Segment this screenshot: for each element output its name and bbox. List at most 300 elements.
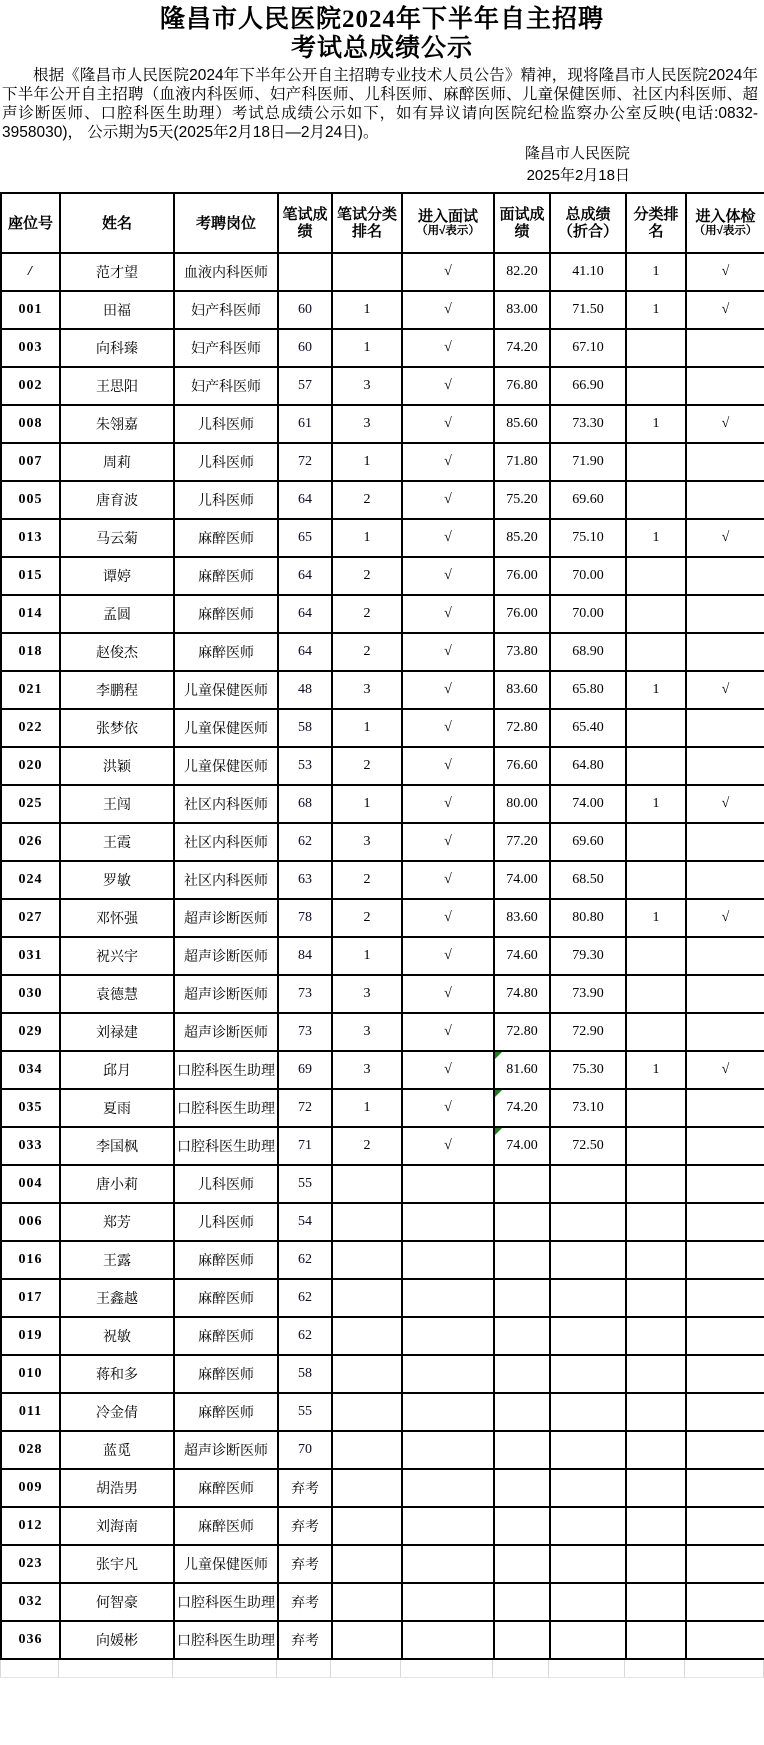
position-cell: 麻醉医师 — [174, 1507, 278, 1545]
name-cell: 祝兴宇 — [60, 937, 174, 975]
physical-check-cell — [686, 481, 764, 519]
written-cell: 55 — [278, 1393, 332, 1431]
interview-cell — [494, 1355, 550, 1393]
position-cell: 口腔科医生助理 — [174, 1127, 278, 1165]
seat-cell: 007 — [1, 443, 60, 481]
interview-cell — [494, 1317, 550, 1355]
interview-cell — [494, 1621, 550, 1659]
table-row — [1, 1051, 764, 1089]
name-cell: 马云菊 — [60, 519, 174, 557]
physical-check-cell — [686, 443, 764, 481]
written-cell: 61 — [278, 405, 332, 443]
physical-check-cell — [686, 1241, 764, 1279]
name-cell: 周莉 — [60, 443, 174, 481]
column-header-label: 笔试分类排名 — [336, 206, 397, 240]
written-rank-cell — [332, 1583, 402, 1621]
written-cell: 54 — [278, 1203, 332, 1241]
interview-check-cell: √ — [402, 937, 494, 975]
position-cell: 麻醉医师 — [174, 1393, 278, 1431]
interview-cell: 75.20 — [494, 481, 550, 519]
position-cell: 超声诊断医师 — [174, 899, 278, 937]
total-cell — [550, 1431, 626, 1469]
seat-cell: 034 — [1, 1051, 60, 1089]
name-cell: 刘海南 — [60, 1507, 174, 1545]
name-cell: 洪颖 — [60, 747, 174, 785]
seat-cell: 025 — [1, 785, 60, 823]
interview-cell — [494, 1165, 550, 1203]
intro-paragraph: 根据《隆昌市人民医院2024年下半年公开自主招聘专业技术人员公告》精神，现将隆昌市人民医院2024年下半年公开自主招聘（血液内科医师、妇产科医师、儿科医师、麻醉医师、儿童保健医师、社区内科医师、超声诊断医师、口腔科医生助理）考试总成绩公示如下，如有异议请向医院纪检监察办公室反映(电话:0832-3958030)， 公示期为5天(2025年2月18日—2月24日)。 — [2, 67, 758, 141]
table-header-row — [1, 193, 764, 253]
written-cell: 84 — [278, 937, 332, 975]
total-cell: 67.10 — [550, 329, 626, 367]
table-row — [1, 557, 764, 595]
interview-check-cell — [402, 1355, 494, 1393]
written-rank-cell — [332, 1355, 402, 1393]
column-header-label: 座位号 — [7, 214, 53, 232]
column-header-interview — [494, 193, 550, 253]
physical-check-cell — [686, 1355, 764, 1393]
interview-cell: 85.20 — [494, 519, 550, 557]
written-rank-cell — [332, 1241, 402, 1279]
total-cell: 71.90 — [550, 443, 626, 481]
interview-cell: 74.20 — [494, 329, 550, 367]
score-table — [0, 192, 764, 1660]
position-cell: 口腔科医生助理 — [174, 1621, 278, 1659]
name-cell: 袁德慧 — [60, 975, 174, 1013]
written-rank-cell — [332, 1165, 402, 1203]
interview-cell — [494, 1279, 550, 1317]
total-cell: 75.10 — [550, 519, 626, 557]
physical-check-cell — [686, 1089, 764, 1127]
written-cell: 71 — [278, 1127, 332, 1165]
name-cell: 向媛彬 — [60, 1621, 174, 1659]
total-cell — [550, 1507, 626, 1545]
seat-cell: 023 — [1, 1545, 60, 1583]
interview-cell: 71.80 — [494, 443, 550, 481]
physical-check-cell — [686, 329, 764, 367]
interview-cell — [494, 1469, 550, 1507]
physical-check-cell — [686, 975, 764, 1013]
written-cell: 64 — [278, 633, 332, 671]
interview-check-cell: √ — [402, 975, 494, 1013]
physical-check-cell: √ — [686, 671, 764, 709]
interview-check-cell — [402, 1583, 494, 1621]
column-header-position — [174, 193, 278, 253]
interview-check-cell: √ — [402, 253, 494, 291]
interview-check-cell — [402, 1507, 494, 1545]
total-cell: 73.10 — [550, 1089, 626, 1127]
written-cell: 58 — [278, 709, 332, 747]
total-cell: 64.80 — [550, 747, 626, 785]
name-cell: 罗敏 — [60, 861, 174, 899]
table-row — [1, 1431, 764, 1469]
physical-check-cell — [686, 1393, 764, 1431]
gridline-cell — [685, 1660, 764, 1677]
interview-check-cell — [402, 1203, 494, 1241]
table-row — [1, 1545, 764, 1583]
interview-cell — [494, 1431, 550, 1469]
name-cell: 王露 — [60, 1241, 174, 1279]
interview-cell: 76.60 — [494, 747, 550, 785]
physical-check-cell: √ — [686, 785, 764, 823]
interview-check-cell: √ — [402, 291, 494, 329]
rank-cell: 1 — [626, 785, 686, 823]
seat-cell: 036 — [1, 1621, 60, 1659]
seat-cell: 018 — [1, 633, 60, 671]
position-cell: 社区内科医师 — [174, 785, 278, 823]
seat-cell: 005 — [1, 481, 60, 519]
position-cell: 超声诊断医师 — [174, 1013, 278, 1051]
written-cell: 64 — [278, 557, 332, 595]
interview-check-cell: √ — [402, 671, 494, 709]
interview-check-cell: √ — [402, 443, 494, 481]
written-rank-cell: 1 — [332, 291, 402, 329]
written-rank-cell — [332, 1279, 402, 1317]
seat-cell: 015 — [1, 557, 60, 595]
table-row — [1, 1279, 764, 1317]
column-header-subnote: （用√表示） — [416, 225, 480, 237]
rank-cell — [626, 633, 686, 671]
written-rank-cell: 2 — [332, 481, 402, 519]
written-cell: 弃考 — [278, 1545, 332, 1583]
position-cell: 妇产科医师 — [174, 367, 278, 405]
table-row — [1, 633, 764, 671]
seat-cell: 013 — [1, 519, 60, 557]
written-cell: 60 — [278, 329, 332, 367]
rank-cell — [626, 1431, 686, 1469]
seat-cell: 029 — [1, 1013, 60, 1051]
seat-cell: 014 — [1, 595, 60, 633]
position-cell: 社区内科医师 — [174, 861, 278, 899]
rank-cell — [626, 937, 686, 975]
column-header-name — [60, 193, 174, 253]
interview-cell: 85.60 — [494, 405, 550, 443]
name-cell: 郑芳 — [60, 1203, 174, 1241]
written-cell: 62 — [278, 1241, 332, 1279]
seat-cell: 004 — [1, 1165, 60, 1203]
position-cell: 口腔科医生助理 — [174, 1089, 278, 1127]
interview-cell: 74.20 — [494, 1089, 550, 1127]
table-row — [1, 899, 764, 937]
position-cell: 麻醉医师 — [174, 1317, 278, 1355]
table-row — [1, 1621, 764, 1659]
physical-check-cell: √ — [686, 405, 764, 443]
column-header-total — [550, 193, 626, 253]
written-rank-cell: 2 — [332, 557, 402, 595]
physical-check-cell — [686, 1583, 764, 1621]
written-rank-cell: 1 — [332, 785, 402, 823]
written-rank-cell: 3 — [332, 975, 402, 1013]
total-cell — [550, 1355, 626, 1393]
table-row — [1, 1127, 764, 1165]
total-cell: 70.00 — [550, 557, 626, 595]
written-rank-cell: 3 — [332, 671, 402, 709]
page-title-line2: 考试总成绩公示 — [290, 35, 473, 62]
table-row — [1, 785, 764, 823]
written-rank-cell: 2 — [332, 861, 402, 899]
table-row — [1, 1355, 764, 1393]
physical-check-cell — [686, 595, 764, 633]
column-header-seat — [1, 193, 60, 253]
interview-check-cell: √ — [402, 329, 494, 367]
interview-cell: 83.00 — [494, 291, 550, 329]
rank-cell — [626, 1127, 686, 1165]
name-cell: 李国枫 — [60, 1127, 174, 1165]
column-header-label: 进入体检 — [695, 208, 756, 225]
interview-check-cell: √ — [402, 595, 494, 633]
interview-cell: 72.80 — [494, 1013, 550, 1051]
total-cell: 69.60 — [550, 481, 626, 519]
interview-check-cell: √ — [402, 405, 494, 443]
rank-cell — [626, 1469, 686, 1507]
rank-cell — [626, 975, 686, 1013]
rank-cell: 1 — [626, 899, 686, 937]
name-cell: 谭婷 — [60, 557, 174, 595]
written-rank-cell: 3 — [332, 823, 402, 861]
physical-check-cell — [686, 823, 764, 861]
name-cell: 蒋和多 — [60, 1355, 174, 1393]
column-header-written-rank — [332, 193, 402, 253]
gridline-cell — [59, 1660, 173, 1677]
written-rank-cell: 2 — [332, 633, 402, 671]
interview-check-cell: √ — [402, 519, 494, 557]
interview-cell: 72.80 — [494, 709, 550, 747]
name-cell: 田福 — [60, 291, 174, 329]
rank-cell: 1 — [626, 671, 686, 709]
rank-cell — [626, 481, 686, 519]
written-cell — [278, 253, 332, 291]
gridline-cell — [493, 1660, 549, 1677]
physical-check-cell — [686, 1431, 764, 1469]
written-cell: 57 — [278, 367, 332, 405]
position-cell: 妇产科医师 — [174, 291, 278, 329]
written-rank-cell — [332, 1203, 402, 1241]
total-cell: 79.30 — [550, 937, 626, 975]
physical-check-cell: √ — [686, 291, 764, 329]
written-rank-cell: 3 — [332, 1051, 402, 1089]
table-row — [1, 481, 764, 519]
table-row — [1, 1241, 764, 1279]
table-row — [1, 1507, 764, 1545]
interview-check-cell: √ — [402, 1127, 494, 1165]
table-row — [1, 709, 764, 747]
seat-cell: 026 — [1, 823, 60, 861]
name-cell: 王思阳 — [60, 367, 174, 405]
written-cell: 73 — [278, 975, 332, 1013]
position-cell: 儿科医师 — [174, 405, 278, 443]
written-rank-cell: 2 — [332, 747, 402, 785]
interview-check-cell: √ — [402, 861, 494, 899]
position-cell: 儿科医师 — [174, 443, 278, 481]
interview-cell: 76.00 — [494, 557, 550, 595]
interview-cell: 82.20 — [494, 253, 550, 291]
rank-cell — [626, 1355, 686, 1393]
column-header-label: 分类排名 — [633, 206, 679, 240]
table-row — [1, 443, 764, 481]
rank-cell: 1 — [626, 1051, 686, 1089]
name-cell: 邱月 — [60, 1051, 174, 1089]
name-cell: 张梦依 — [60, 709, 174, 747]
rank-cell — [626, 1013, 686, 1051]
interview-cell: 74.60 — [494, 937, 550, 975]
table-row — [1, 1393, 764, 1431]
written-rank-cell — [332, 1393, 402, 1431]
physical-check-cell — [686, 1013, 764, 1051]
position-cell: 儿童保健医师 — [174, 1545, 278, 1583]
written-rank-cell: 2 — [332, 1127, 402, 1165]
name-cell: 张宇凡 — [60, 1545, 174, 1583]
rank-cell — [626, 557, 686, 595]
interview-check-cell — [402, 1165, 494, 1203]
gridline-cell — [0, 1660, 59, 1677]
physical-check-cell — [686, 633, 764, 671]
interview-cell — [494, 1507, 550, 1545]
interview-check-cell: √ — [402, 1051, 494, 1089]
table-row — [1, 1089, 764, 1127]
name-cell: 何智豪 — [60, 1583, 174, 1621]
written-rank-cell — [332, 1469, 402, 1507]
rank-cell — [626, 861, 686, 899]
interview-check-cell: √ — [402, 367, 494, 405]
rank-cell — [626, 367, 686, 405]
column-header-rank — [626, 193, 686, 253]
column-header-subnote: （用√表示） — [693, 225, 758, 237]
physical-check-cell — [686, 1317, 764, 1355]
rank-cell — [626, 443, 686, 481]
interview-check-cell: √ — [402, 709, 494, 747]
column-header-label: 进入面试 — [417, 208, 478, 225]
rank-cell — [626, 1241, 686, 1279]
written-cell: 弃考 — [278, 1621, 332, 1659]
name-cell: 邓怀强 — [60, 899, 174, 937]
position-cell: 麻醉医师 — [174, 519, 278, 557]
physical-check-cell — [686, 557, 764, 595]
interview-cell: 83.60 — [494, 671, 550, 709]
rank-cell — [626, 747, 686, 785]
column-header-label: 姓名 — [101, 214, 132, 232]
total-cell: 71.50 — [550, 291, 626, 329]
physical-check-cell: √ — [686, 899, 764, 937]
written-cell: 53 — [278, 747, 332, 785]
table-row — [1, 253, 764, 291]
total-cell — [550, 1203, 626, 1241]
total-cell: 80.80 — [550, 899, 626, 937]
written-rank-cell: 1 — [332, 443, 402, 481]
column-header-label: 笔试成绩 — [282, 206, 328, 240]
position-cell: 超声诊断医师 — [174, 937, 278, 975]
seat-cell: 011 — [1, 1393, 60, 1431]
rank-cell — [626, 1393, 686, 1431]
total-cell — [550, 1469, 626, 1507]
rank-cell — [626, 1203, 686, 1241]
written-rank-cell: 2 — [332, 595, 402, 633]
name-cell: 赵俊杰 — [60, 633, 174, 671]
position-cell: 麻醉医师 — [174, 595, 278, 633]
gridline-cell — [401, 1660, 493, 1677]
written-rank-cell: 1 — [332, 329, 402, 367]
position-cell: 麻醉医师 — [174, 1469, 278, 1507]
rank-cell — [626, 329, 686, 367]
table-row — [1, 975, 764, 1013]
seat-cell: 035 — [1, 1089, 60, 1127]
interview-check-cell: √ — [402, 1089, 494, 1127]
name-cell: 祝敏 — [60, 1317, 174, 1355]
position-cell: 社区内科医师 — [174, 823, 278, 861]
physical-check-cell — [686, 367, 764, 405]
seat-cell: 009 — [1, 1469, 60, 1507]
physical-check-cell — [686, 1203, 764, 1241]
written-cell: 64 — [278, 595, 332, 633]
total-cell: 70.00 — [550, 595, 626, 633]
physical-check-cell — [686, 937, 764, 975]
interview-cell — [494, 1545, 550, 1583]
physical-check-cell — [686, 1621, 764, 1659]
interview-cell: 74.00 — [494, 861, 550, 899]
seat-cell: 012 — [1, 1507, 60, 1545]
position-cell: 妇产科医师 — [174, 329, 278, 367]
gridline-cell — [331, 1660, 401, 1677]
table-row — [1, 595, 764, 633]
seat-cell: 020 — [1, 747, 60, 785]
table-row — [1, 367, 764, 405]
rank-cell: 1 — [626, 253, 686, 291]
written-rank-cell: 1 — [332, 937, 402, 975]
interview-check-cell: √ — [402, 1013, 494, 1051]
total-cell: 74.00 — [550, 785, 626, 823]
interview-check-cell: √ — [402, 747, 494, 785]
written-rank-cell: 1 — [332, 1089, 402, 1127]
written-rank-cell: 3 — [332, 1013, 402, 1051]
column-header-label: 面试成绩 — [499, 206, 545, 240]
total-cell: 66.90 — [550, 367, 626, 405]
name-cell: 唐小莉 — [60, 1165, 174, 1203]
interview-cell: 76.80 — [494, 367, 550, 405]
position-cell: 儿科医师 — [174, 1203, 278, 1241]
position-cell: 儿童保健医师 — [174, 671, 278, 709]
interview-cell: 83.60 — [494, 899, 550, 937]
written-cell: 62 — [278, 1279, 332, 1317]
interview-cell: 80.00 — [494, 785, 550, 823]
position-cell: 超声诊断医师 — [174, 975, 278, 1013]
interview-check-cell — [402, 1317, 494, 1355]
written-cell: 69 — [278, 1051, 332, 1089]
gridline-cell — [173, 1660, 277, 1677]
table-row — [1, 405, 764, 443]
interview-cell: 73.80 — [494, 633, 550, 671]
rank-cell — [626, 1317, 686, 1355]
written-cell: 55 — [278, 1165, 332, 1203]
total-cell — [550, 1241, 626, 1279]
name-cell: 李鹏程 — [60, 671, 174, 709]
interview-cell — [494, 1583, 550, 1621]
interview-check-cell — [402, 1279, 494, 1317]
position-cell: 麻醉医师 — [174, 1355, 278, 1393]
written-cell: 68 — [278, 785, 332, 823]
written-cell: 62 — [278, 823, 332, 861]
table-row — [1, 329, 764, 367]
physical-check-cell — [686, 861, 764, 899]
total-cell: 72.50 — [550, 1127, 626, 1165]
name-cell: 王鑫越 — [60, 1279, 174, 1317]
seat-cell: 028 — [1, 1431, 60, 1469]
physical-check-cell: √ — [686, 519, 764, 557]
physical-check-cell — [686, 1545, 764, 1583]
interview-cell: 76.00 — [494, 595, 550, 633]
name-cell: 王闯 — [60, 785, 174, 823]
total-cell: 69.60 — [550, 823, 626, 861]
total-cell: 73.30 — [550, 405, 626, 443]
physical-check-cell — [686, 1127, 764, 1165]
